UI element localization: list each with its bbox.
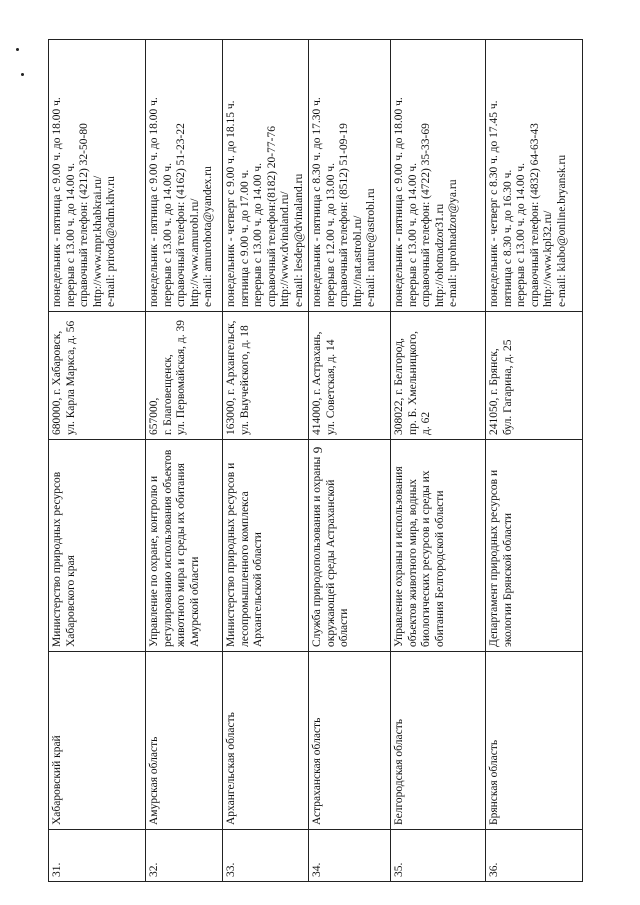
contacts-cell bbox=[309, 40, 391, 312]
organization-cell bbox=[146, 440, 223, 652]
contact-line: понедельник - четверг с 9.00 ч. до 18.15 ч. bbox=[225, 100, 237, 307]
contact-line: понедельник - пятница с 9.00 ч. до 18.00 ч. bbox=[393, 97, 405, 307]
row-number-text: 34. bbox=[311, 862, 323, 877]
address-line: г. Благовещенск, bbox=[161, 354, 174, 435]
address-line: 657000, bbox=[148, 397, 160, 435]
organization-text: Служба природопользования и охраны окружающей среды Астраханской области bbox=[311, 456, 350, 647]
region-text: Белгородская область bbox=[393, 719, 405, 825]
table-row bbox=[391, 40, 486, 882]
address-cell bbox=[391, 312, 486, 440]
organization-text: Министерство природных ресурсов и лесопромышленного комплекса Архангельской области bbox=[225, 462, 264, 647]
contact-line: справочный телефон: (8512) 51-09-19 bbox=[338, 123, 350, 307]
row-number-cell bbox=[146, 830, 223, 882]
contact-line: понедельник - пятница с 8.30 ч. до 17.30 ч. bbox=[311, 97, 323, 307]
address-line: ул. Карла Маркса, д. 56 bbox=[64, 320, 77, 435]
address-cell bbox=[49, 312, 146, 440]
address-line: 163000, г. Архангельск, bbox=[225, 320, 237, 435]
address-line: 680000, г. Хабаровск, bbox=[51, 330, 63, 435]
region-text: Астраханская область bbox=[311, 717, 323, 825]
organization-text: Министерство природных ресурсов Хабаровского края bbox=[51, 471, 77, 647]
table-row bbox=[146, 40, 223, 882]
contact-line: пятница с 8.30 ч. до 16.30 ч. bbox=[501, 169, 514, 307]
region-cell bbox=[391, 652, 486, 830]
contact-line: http://www.dvinaland.ru/ bbox=[279, 191, 291, 307]
table-row bbox=[49, 40, 146, 882]
address-line: ул. Выучейского, д. 18 bbox=[238, 325, 251, 435]
contact-line: http://nat.astrobl.ru/ bbox=[351, 215, 364, 307]
contact-line: перерыв с 13.00 ч. до 14.00 ч. bbox=[252, 162, 264, 307]
region-cell bbox=[223, 652, 309, 830]
contact-line: справочный телефон: (4832) 64-63-43 bbox=[528, 123, 541, 307]
region-text: Хабаровский край bbox=[51, 735, 63, 825]
address-line: 414000, г. Астрахань, bbox=[311, 331, 323, 435]
row-number-text: 33. bbox=[225, 862, 237, 877]
contact-line: пятница с 9.00 ч. до 17.00 ч. bbox=[238, 169, 251, 307]
contacts-cell bbox=[486, 40, 583, 312]
address-line: 241050, г. Брянск, bbox=[488, 348, 500, 435]
contact-line: e-mail: lesdep@dvinaland.ru bbox=[292, 173, 305, 307]
address-line: ул. Первомайская, д. 39 bbox=[175, 320, 187, 435]
address-line: д. 62 bbox=[420, 411, 432, 435]
address-line: бул. Гагарина, д. 25 bbox=[501, 339, 514, 435]
address-line: пр. Б. Хмельницкого, bbox=[406, 331, 419, 435]
contact-line: перерыв с 13.00 ч. до 14.00 ч. bbox=[64, 162, 77, 307]
contacts-cell bbox=[223, 40, 309, 312]
contact-line: e-mail: priroda@adm.khv.ru bbox=[105, 176, 117, 307]
row-number-text: 31. bbox=[51, 862, 63, 877]
contact-line: понедельник - пятница с 9.00 ч. до 18.00 ч. bbox=[51, 97, 63, 307]
contact-line: перерыв с 13.00 ч. до 14.00 ч. bbox=[515, 162, 527, 307]
row-number-cell bbox=[391, 830, 486, 882]
contacts-cell bbox=[391, 40, 486, 312]
contacts-cell bbox=[146, 40, 223, 312]
contact-line: http://www.mpr.khabkrai.ru/ bbox=[91, 175, 104, 307]
row-number-cell bbox=[309, 830, 391, 882]
contact-line: перерыв с 12.00 ч. до 13.00 ч. bbox=[324, 162, 337, 307]
address-cell bbox=[223, 312, 309, 440]
organization-cell bbox=[49, 440, 146, 652]
organization-cell bbox=[309, 440, 391, 652]
scan-speck bbox=[21, 73, 24, 76]
row-number-cell bbox=[223, 830, 309, 882]
row-number-cell bbox=[49, 830, 146, 882]
row-number-text: 32. bbox=[148, 862, 160, 877]
contact-line: e-mail: nature@astrobl.ru bbox=[365, 188, 377, 307]
rotated-table-wrapper bbox=[48, 40, 568, 882]
region-cell bbox=[49, 652, 146, 830]
contact-line: e-mail: uprohnadzor@ya.ru bbox=[447, 179, 459, 307]
page-number: 9 bbox=[310, 446, 325, 454]
table-row bbox=[486, 40, 583, 882]
scan-speck bbox=[16, 48, 19, 51]
row-number-cell bbox=[486, 830, 583, 882]
row-number-text: 35. bbox=[393, 862, 405, 877]
contact-line: справочный телефон: (4722) 35-33-69 bbox=[420, 123, 432, 307]
contacts-cell bbox=[49, 40, 146, 312]
contact-line: http://ohotnadzor31.ru bbox=[433, 203, 446, 307]
contact-line: справочный телефон: (4162) 51-23-22 bbox=[175, 123, 187, 307]
table-row bbox=[309, 40, 391, 882]
region-text: Архангельская область bbox=[225, 712, 237, 825]
organization-text: Департамент природных ресурсов и экологии Брянской области bbox=[488, 469, 514, 647]
organization-text: Управление охраны и использования объектов животного мира, водных биологических ресурсов и среды их обитания Белгородской области bbox=[393, 466, 446, 647]
region-cell bbox=[146, 652, 223, 830]
organization-cell bbox=[486, 440, 583, 652]
contact-line: e-mail: amurohota@yandex.ru bbox=[202, 166, 214, 307]
address-line: 308022, г. Белгород, bbox=[393, 338, 405, 435]
contact-line: понедельник - пятница с 9.00 ч. до 18.00 ч. bbox=[148, 97, 160, 307]
organizations-table bbox=[48, 39, 583, 882]
row-number-text: 36. bbox=[488, 862, 500, 877]
table-row bbox=[223, 40, 309, 882]
address-cell bbox=[146, 312, 223, 440]
contact-line: перерыв с 13.00 ч. до 14.00 ч. bbox=[406, 162, 419, 307]
organization-text: Управление по охране, контролю и регулированию использования объектов животного мира и среды их обитания Амурской области bbox=[148, 449, 201, 647]
region-cell bbox=[486, 652, 583, 830]
address-cell bbox=[309, 312, 391, 440]
region-cell bbox=[309, 652, 391, 830]
region-text: Амурская область bbox=[148, 736, 160, 825]
address-line: ул. Советская, д. 14 bbox=[324, 339, 337, 435]
contact-line: справочный телефон:(8182) 20-77-76 bbox=[265, 126, 278, 307]
region-text: Брянская область bbox=[488, 739, 500, 825]
organization-cell bbox=[223, 440, 309, 652]
organization-cell bbox=[391, 440, 486, 652]
contact-line: e-mail: klabo@online.bryansk.ru bbox=[555, 154, 568, 307]
contact-line: http://www.kpl32.ru/ bbox=[542, 210, 554, 307]
contact-line: справочный телефон: (4212) 32-50-80 bbox=[78, 123, 90, 307]
contact-line: перерыв с 13.00 ч. до 14.00 ч. bbox=[161, 162, 174, 307]
contact-line: http://www.amurobl.ru/ bbox=[188, 198, 201, 307]
address-cell bbox=[486, 312, 583, 440]
contact-line: понедельник - четверг с 8.30 ч. до 17.45 ч. bbox=[488, 100, 500, 307]
